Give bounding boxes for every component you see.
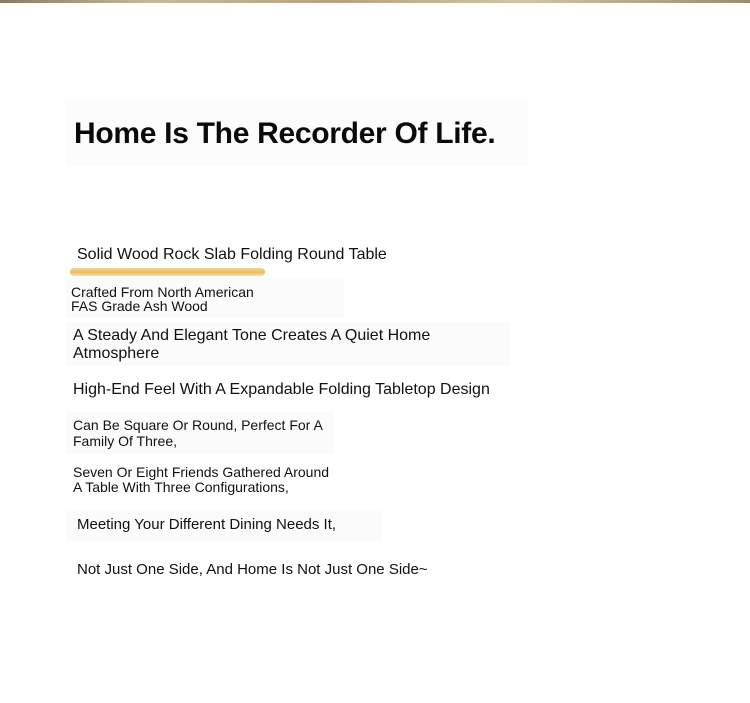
text-line: Not Just One Side, And Home Is Not Just One Side~: [77, 561, 428, 578]
feature-closing-line: [77, 561, 428, 579]
text-line: Crafted From North American: [71, 284, 254, 300]
feature-dining-needs: [77, 516, 336, 534]
text-line: A Steady And Elegant Tone Creates A Quiet Home: [73, 327, 431, 344]
page-headline: Home Is The Recorder Of Life.: [74, 117, 496, 150]
text-line: Family Of Three,: [73, 433, 177, 449]
text-line: Seven Or Eight Friends Gathered Around: [73, 464, 330, 480]
feature-square-or-round: [73, 417, 323, 449]
text-line: FAS Grade Ash Wood: [71, 298, 208, 314]
top-photo-edge: [0, 0, 750, 3]
feature-tone: [73, 327, 430, 363]
product-title: Solid Wood Rock Slab Folding Round Table: [77, 246, 387, 263]
feature-folding-design: [73, 380, 490, 400]
text-line: Atmosphere: [73, 345, 160, 362]
text-line: A Table With Three Configurations,: [73, 479, 289, 495]
title-underline-decoration: [70, 268, 265, 276]
feature-configurations: [73, 465, 329, 495]
text-line: Can Be Square Or Round, Perfect For A: [73, 417, 323, 433]
text-line: High-End Feel With A Expandable Folding Tabletop Design: [73, 381, 490, 398]
text-line: Meeting Your Different Dining Needs It,: [77, 516, 337, 533]
feature-wood-origin: [71, 285, 254, 313]
